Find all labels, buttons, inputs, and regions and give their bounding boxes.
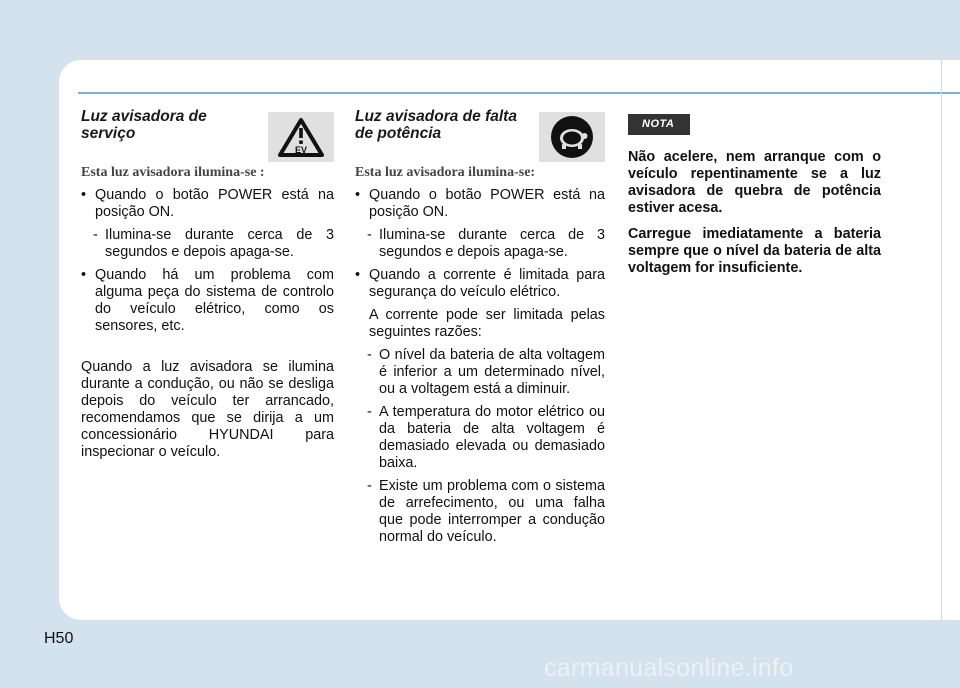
dash-item: - Ilumina-se durante cerca de 3 segundos e depois apaga-se. [355, 227, 605, 261]
bullet-item: • Quando a corrente é limitada para segurança do veículo elétrico. [355, 267, 605, 301]
section-header [355, 108, 605, 164]
page-number: H50 [44, 630, 74, 647]
watermark: carmanualsonline.info [544, 654, 794, 682]
nota-badge: NOTA [628, 114, 690, 135]
dash-item: - Ilumina-se durante cerca de 3 segundos e depois apaga-se. [81, 227, 334, 261]
svg-text:EV: EV [294, 145, 308, 155]
note-paragraph: Não acelere, nem arranque com o veículo repentinamente se a luz avisadora de quebra de potência estiver acesa. [628, 149, 881, 216]
section-heading: Luz avisadora de serviço [81, 108, 207, 142]
column-service-warning [81, 108, 334, 461]
bullet-continuation: A corrente pode ser limitada pelas seguintes razões: [369, 307, 605, 340]
section-header [81, 108, 334, 164]
column-power-limit-warning [355, 108, 605, 552]
intro-text: Esta luz avisadora ilumina-se : [81, 165, 265, 180]
bullet-item: • Quando o botão POWER está na posição ON. [355, 187, 605, 221]
right-margin-line [941, 60, 942, 620]
header-rule [78, 92, 960, 94]
bullet-item: • Quando há um problema com alguma peça do sistema de controlo do veículo elétrico, como os sensores, etc. [81, 267, 334, 335]
dash-item: - O nível da bateria de alta voltagem é inferior a um determinado nível, ou a voltagem está a diminuir. [355, 347, 605, 398]
body-paragraph: Quando a luz avisadora se ilumina durante a condução, ou não se desliga depois do veículo ter arrancado, recomendamos que se dirija a um concessionário HYUNDAI para inspecionar o veículo. [81, 359, 334, 460]
intro-text: Esta luz avisadora ilumina-se: [355, 165, 536, 180]
dash-item: - A temperatura do motor elétrico ou da bateria de alta voltagem é demasiado elevada ou demasiado baixa. [355, 404, 605, 472]
section-heading: Luz avisadora de falta de potência [355, 108, 517, 142]
column-note [628, 108, 881, 286]
note-paragraph: Carregue imediatamente a bateria sempre que o nível da bateria de alta voltagem for insuficiente. [628, 226, 881, 276]
dash-item: - Existe um problema com o sistema de arrefecimento, ou uma falha que pode interromper a condução normal do veículo. [355, 478, 605, 546]
bullet-item: • Quando o botão POWER está na posição ON. [81, 187, 334, 221]
turtle-power-limit-icon [539, 112, 605, 162]
ev-service-warning-icon [268, 112, 334, 162]
